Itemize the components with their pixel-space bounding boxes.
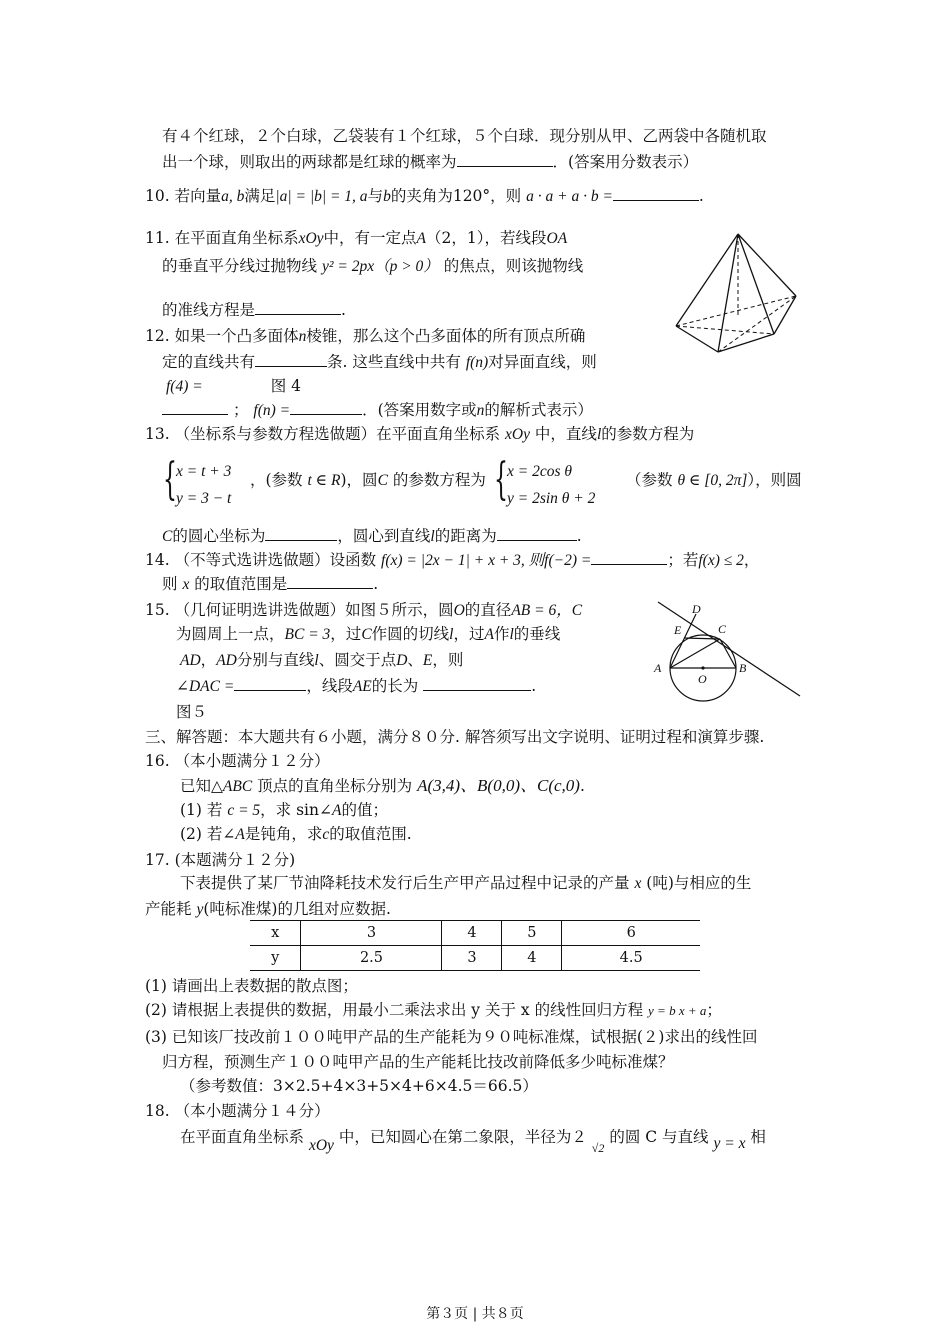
q18-heading: 18. （本小题满分１４分） bbox=[145, 1102, 330, 1120]
q12-line-4: ； f(n) = ．(答案用数字或n的解析式表示） bbox=[162, 400, 593, 421]
section-3-heading: 三、解答题：本大题共有６小题，满分８０分. 解答须写出文字说明、证明过程和演算步骤. bbox=[145, 728, 765, 746]
brace-left-1: { bbox=[163, 454, 177, 505]
q13-system1-eq1: x = t + 3 bbox=[176, 463, 232, 480]
q17-reference: （参考数值：3×2.5+4×3+5×4+6×4.5＝66.5） bbox=[180, 1077, 538, 1095]
fig5-label-C: C bbox=[718, 622, 727, 636]
figure-4-pyramid bbox=[660, 228, 810, 358]
answer-blank[interactable] bbox=[255, 300, 341, 315]
fig5-label-D: D bbox=[692, 602, 701, 616]
answer-blank[interactable] bbox=[255, 352, 327, 367]
q13-line-2-end: （参数 θ ∈ [0, 2π]），则圆 bbox=[626, 471, 802, 489]
q13-line-1: 13. （坐标系与参数方程选做题）在平面直角坐标系 xOy 中，直线l的参数方程为 bbox=[145, 425, 695, 443]
answer-blank[interactable] bbox=[457, 152, 553, 167]
table-cell: 4 bbox=[442, 921, 502, 946]
q17-line-1: 下表提供了某厂节油降耗技术发行后生产甲产品过程中记录的产量 x (吨)与相应的生 bbox=[180, 874, 752, 892]
answer-blank[interactable] bbox=[423, 676, 531, 691]
q11-line-3: 的准线方程是 . bbox=[162, 301, 346, 319]
q13-system1-eq2: y = 3 − t bbox=[176, 490, 232, 507]
answer-blank[interactable] bbox=[234, 676, 306, 691]
table-cell: y bbox=[250, 946, 301, 971]
table-cell: 4.5 bbox=[562, 946, 700, 971]
q11-line-2: 的垂直平分线过抛物线 y² = 2px（p > 0） 的焦点，则该抛物线 bbox=[162, 257, 584, 275]
q17-part-1: (1) 请画出上表数据的散点图； bbox=[145, 977, 358, 995]
q17-heading: 17. (本题满分１２分) bbox=[145, 851, 296, 869]
q13-line-2-mid: ，(参数 t ∈ R)，圆C 的参数方程为 bbox=[250, 471, 486, 489]
q16-line-2: (1) 若 c = 5，求 sin∠A的值； bbox=[180, 801, 388, 819]
table-cell: x bbox=[250, 921, 301, 946]
fig5-label-O: O bbox=[698, 672, 707, 686]
answer-blank[interactable] bbox=[162, 400, 228, 415]
table-row bbox=[250, 946, 700, 971]
q14-line-1: 14. （不等式选讲选做题）设函数 f(x) = |2x − 1| + x + 3, 则f(−2) = ；若f(x) ≤ 2， bbox=[145, 551, 760, 569]
answer-blank[interactable] bbox=[265, 526, 337, 541]
q16-line-3: (2) 若∠A是钝角，求c的取值范围. bbox=[180, 825, 412, 843]
q13-system2-eq2: y = 2sin θ + 2 bbox=[507, 490, 596, 507]
q18-line-1: 在平面直角坐标系 xOy 中，已知圆心在第二象限，半径为２ $_{√2}$ 的圆 C 与直线 y = x 相 bbox=[180, 1128, 766, 1155]
q15-figure-caption: 图５ bbox=[176, 703, 208, 721]
data-table bbox=[250, 920, 700, 971]
q9-line-2: 出一个球，则取出的两球都是红球的概率为 ．(答案用分数表示） bbox=[162, 153, 699, 171]
q17-line-2: 产能耗 y(吨标准煤)的几组对应数据. bbox=[145, 900, 391, 918]
answer-blank[interactable] bbox=[613, 186, 699, 201]
q15-line-2: 为圆周上一点，BC = 3，过C作圆的切线l，过A作l的垂线 bbox=[176, 625, 561, 643]
q17-part-3-line-2: 归方程，预测生产１００吨甲产品的生产能耗比技改前降低多少吨标准煤？ bbox=[162, 1053, 674, 1071]
fig5-label-E: E bbox=[674, 623, 682, 637]
figure-5-circle bbox=[650, 600, 806, 712]
q12-line-3: f(4) = 图 4 bbox=[166, 377, 302, 395]
answer-blank[interactable] bbox=[287, 574, 373, 589]
answer-blank[interactable] bbox=[290, 400, 362, 415]
brace-left-2: { bbox=[494, 454, 508, 505]
q15-line-3: AD，AD分别与直线l、圆交于点D、E，则 bbox=[180, 651, 464, 669]
table-cell: 2.5 bbox=[301, 946, 442, 971]
q12-line-2: 定的直线共有 条. 这些直线中共有 f(n)对异面直线，则 bbox=[162, 353, 597, 371]
q13-line-3: C的圆心坐标为 ，圆心到直线l的距离为 . bbox=[162, 527, 582, 545]
table-row bbox=[250, 921, 700, 946]
q16-heading: 16. （本小题满分１２分） bbox=[145, 752, 330, 770]
table-cell: 5 bbox=[502, 921, 562, 946]
q10-line: 10. 若向量a, b满足|a| = |b| = 1, a与b的夹角为120°，则 a · a + a · b = . bbox=[145, 187, 704, 205]
q14-line-2: 则 x 的取值范围是 . bbox=[162, 575, 379, 593]
q15-line-4: ∠DAC = ，线段AE的长为 . bbox=[176, 677, 537, 695]
table-cell: 6 bbox=[562, 921, 700, 946]
table-cell: 4 bbox=[502, 946, 562, 971]
q15-line-1: 15. （几何证明选讲选做题）如图５所示，圆O的直径AB = 6，C bbox=[145, 601, 583, 619]
q9-line-1: 有４个红球，２个白球，乙袋装有１个红球，５个白球．现分别从甲、乙两袋中各随机取 bbox=[162, 127, 767, 145]
q12-line-1: 12. 如果一个凸多面体n棱锥，那么这个凸多面体的所有顶点所确 bbox=[145, 327, 586, 345]
page-footer: 第３页 | 共８页 bbox=[426, 1306, 524, 1322]
answer-blank[interactable] bbox=[591, 550, 667, 565]
q11-line-1: 11. 在平面直角坐标系xOy中，有一定点A（2，1），若线段OA bbox=[145, 229, 568, 247]
answer-blank[interactable] bbox=[497, 526, 577, 541]
table-cell: 3 bbox=[442, 946, 502, 971]
q16-line-1: 已知△ABC 顶点的直角坐标分别为 A(3,4)、B(0,0)、C(c,0). bbox=[180, 776, 585, 795]
table-cell: 3 bbox=[301, 921, 442, 946]
q17-part-2: (2) 请根据上表提供的数据，用最小二乘法求出 y 关于 x 的线性回归方程 y = b x + a； bbox=[145, 1001, 722, 1019]
q13-system2-eq1: x = 2cos θ bbox=[507, 463, 572, 480]
fig5-label-A: A bbox=[654, 661, 662, 675]
fig5-label-B: B bbox=[739, 661, 747, 675]
q17-part-3-line-1: (3) 已知该厂技改前１００吨甲产品的生产能耗为９０吨标准煤，试根据(２)求出的线性回 bbox=[145, 1028, 758, 1046]
